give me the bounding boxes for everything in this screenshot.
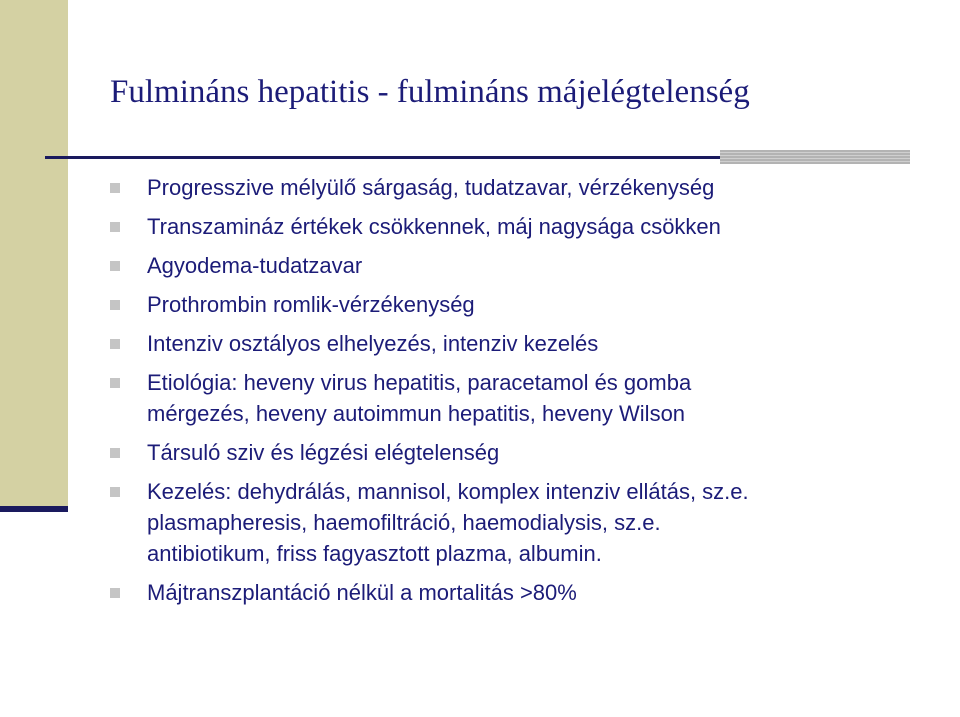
bullet-text-line: Transzamináz értékek csökkennek, máj nagysága csökken xyxy=(147,214,721,239)
bullet-item xyxy=(110,250,930,281)
bullet-text-line: Májtranszplantáció nélkül a mortalitás >80% xyxy=(147,580,577,605)
square-bullet-icon xyxy=(110,448,120,458)
bullet-item xyxy=(110,367,930,429)
bullet-text-line: Progresszive mélyülő sárgaság, tudatzavar, vérzékenység xyxy=(147,175,715,200)
square-bullet-icon xyxy=(110,183,120,193)
bullet-text-line: Agyodema-tudatzavar xyxy=(147,253,363,278)
square-bullet-icon xyxy=(110,588,120,598)
bullet-text-line: plasmapheresis, haemofiltráció, haemodialysis, sz.e. xyxy=(147,510,661,535)
square-bullet-icon xyxy=(110,222,120,232)
square-bullet-icon xyxy=(110,339,120,349)
bullet-text-line: Kezelés: dehydrálás, mannisol, komplex intenziv ellátás, sz.e. xyxy=(147,479,749,504)
square-bullet-icon xyxy=(110,300,120,310)
slide-title: Fulmináns hepatitis - fulmináns májelégtelenség xyxy=(110,74,750,110)
bullet-item xyxy=(110,577,930,608)
square-bullet-icon xyxy=(110,378,120,388)
title-underline xyxy=(45,156,725,159)
square-bullet-icon xyxy=(110,487,120,497)
bullet-text-line: Intenziv osztályos elhelyezés, intenziv kezelés xyxy=(147,331,599,356)
square-bullet-icon xyxy=(110,261,120,271)
bullet-text-line: Etiológia: heveny virus hepatitis, paracetamol és gomba xyxy=(147,370,692,395)
bullet-list xyxy=(110,172,930,616)
bullet-item xyxy=(110,289,930,320)
bullet-item xyxy=(110,211,930,242)
bullet-item xyxy=(110,476,930,569)
bullet-item xyxy=(110,437,930,468)
title-underline-accent xyxy=(720,150,910,164)
bullet-text-line: mérgezés, heveny autoimmun hepatitis, heveny Wilson xyxy=(147,401,686,426)
bullet-item xyxy=(110,328,930,359)
bullet-item xyxy=(110,172,930,203)
decorative-side-bar-base xyxy=(0,506,68,512)
bullet-text-line: Prothrombin romlik-vérzékenység xyxy=(147,292,475,317)
decorative-side-bar xyxy=(0,0,68,512)
bullet-text-line: Társuló sziv és légzési elégtelenség xyxy=(147,440,500,465)
bullet-text-line: antibiotikum, friss fagyasztott plazma, albumin. xyxy=(147,541,602,566)
